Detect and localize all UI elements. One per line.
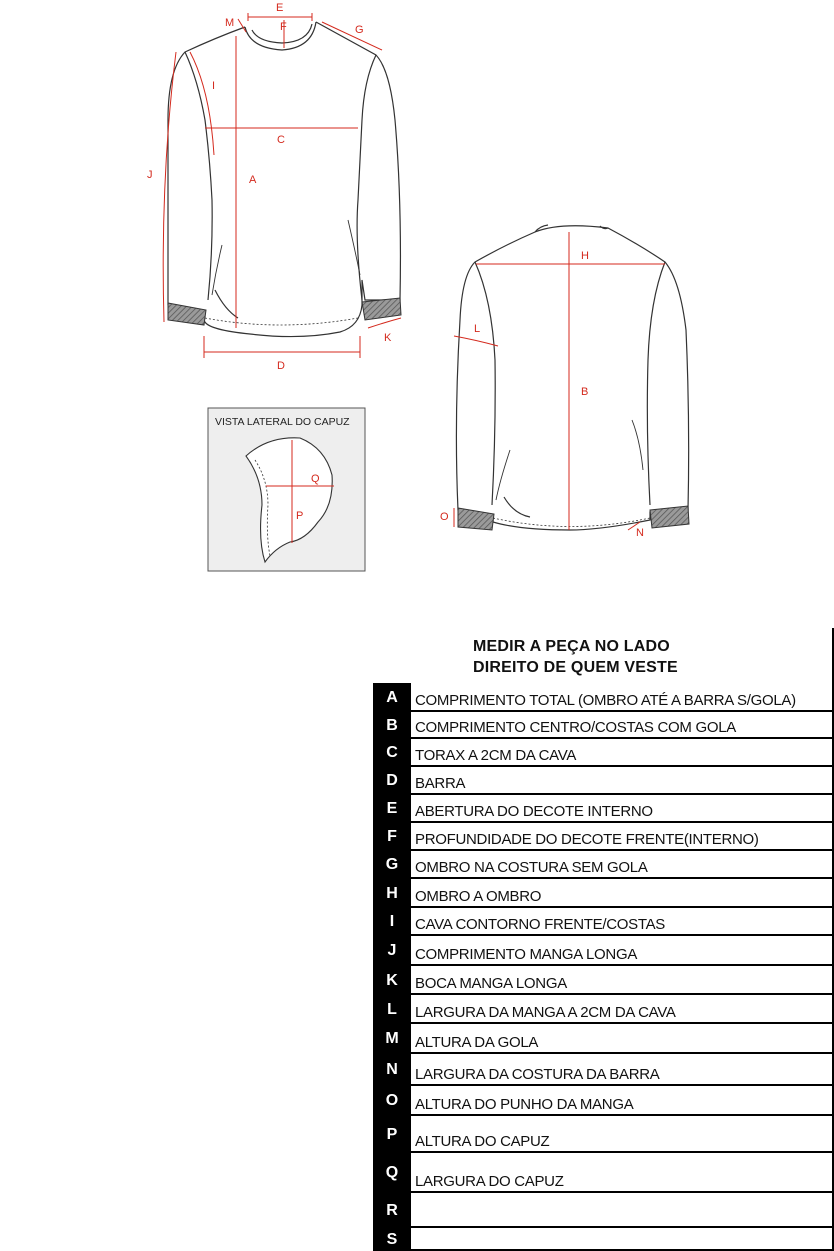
measurement-description-cell xyxy=(411,1054,834,1086)
measurement-description: ALTURA DO PUNHO DA MANGA xyxy=(415,1096,634,1113)
measurement-description: BOCA MANGA LONGA xyxy=(415,975,567,992)
svg-text:O: O xyxy=(440,511,449,523)
measurement-description-cell xyxy=(411,823,834,851)
measurement-description: OMBRO A OMBRO xyxy=(415,888,542,905)
measurement-description-cell xyxy=(411,1116,834,1153)
measurement-letter: J xyxy=(373,936,411,966)
measurement-description-cell xyxy=(411,879,834,908)
measurement-description-cell xyxy=(411,1086,834,1116)
back-right-cuff xyxy=(650,506,689,528)
svg-text:J: J xyxy=(147,169,153,181)
front-shirt-drawing xyxy=(168,22,400,337)
table-title xyxy=(473,636,678,678)
svg-text:Q: Q xyxy=(311,473,320,485)
table-title-line2: DIREITO DE QUEM VESTE xyxy=(473,659,678,676)
svg-text:I: I xyxy=(212,80,216,92)
table-row xyxy=(373,908,834,936)
back-measurement-letters xyxy=(440,250,644,539)
table-row xyxy=(373,1024,834,1054)
svg-text:M: M xyxy=(225,17,235,29)
svg-text:F: F xyxy=(280,21,287,33)
table-row xyxy=(373,1116,834,1153)
measurement-description-cell xyxy=(411,966,834,995)
measurement-description: ALTURA DO CAPUZ xyxy=(415,1133,550,1150)
measurement-description-cell xyxy=(411,739,834,767)
measurement-description-cell xyxy=(411,936,834,966)
svg-text:H: H xyxy=(581,250,589,262)
measurement-description-cell xyxy=(411,851,834,879)
measurement-letter: H xyxy=(373,879,411,908)
table-row xyxy=(373,823,834,851)
svg-text:VISTA LATERAL DO CAPUZ: VISTA LATERAL DO CAPUZ xyxy=(215,416,350,428)
measurement-description: ALTURA DA GOLA xyxy=(415,1034,539,1051)
measurement-letter: B xyxy=(373,712,411,739)
measurement-letter: C xyxy=(373,739,411,767)
svg-text:L: L xyxy=(474,323,481,335)
hood-side-view-panel xyxy=(208,408,365,571)
measurement-letter: A xyxy=(373,683,411,712)
svg-text:D: D xyxy=(277,360,285,372)
measurement-letter: F xyxy=(373,823,411,851)
measurement-description-cell xyxy=(411,712,834,739)
measurement-description-cell xyxy=(411,995,834,1024)
measurement-description: COMPRIMENTO MANGA LONGA xyxy=(415,946,638,963)
table-row xyxy=(373,879,834,908)
svg-text:B: B xyxy=(581,386,589,398)
measurement-letter: K xyxy=(373,966,411,995)
measurement-description: COMPRIMENTO CENTRO/COSTAS COM GOLA xyxy=(415,719,736,736)
svg-text:E: E xyxy=(276,2,284,14)
measurement-description: CAVA CONTORNO FRENTE/COSTAS xyxy=(415,916,665,933)
measurement-letter: L xyxy=(373,995,411,1024)
measurement-description: LARGURA DO CAPUZ xyxy=(415,1173,564,1190)
table-row xyxy=(373,795,834,823)
measurement-description: LARGURA DA COSTURA DA BARRA xyxy=(415,1066,660,1083)
table-row xyxy=(373,1193,834,1228)
measurement-description-cell xyxy=(411,1153,834,1193)
measurement-letter: E xyxy=(373,795,411,823)
measurement-letter: P xyxy=(373,1116,411,1153)
table-row xyxy=(373,739,834,767)
front-right-cuff xyxy=(362,298,401,320)
measurement-letter: I xyxy=(373,908,411,936)
table-row xyxy=(373,1086,834,1116)
table-row xyxy=(373,995,834,1024)
measurement-description: COMPRIMENTO TOTAL (OMBRO ATÉ A BARRA S/GOLA) xyxy=(415,692,796,709)
front-left-cuff xyxy=(168,303,206,325)
measurement-letter: G xyxy=(373,851,411,879)
measurement-description: OMBRO NA COSTURA SEM GOLA xyxy=(415,859,648,876)
measurement-letter: N xyxy=(373,1054,411,1086)
measurement-description: BARRA xyxy=(415,775,466,792)
table-row xyxy=(373,683,834,712)
measurement-letter: M xyxy=(373,1024,411,1054)
table-row xyxy=(373,1153,834,1193)
svg-text:G: G xyxy=(355,24,364,36)
measurement-letter: S xyxy=(373,1228,411,1251)
svg-text:C: C xyxy=(277,134,285,146)
table-row xyxy=(373,1228,834,1251)
measurement-description: LARGURA DA MANGA A 2CM DA CAVA xyxy=(415,1004,676,1021)
back-shirt-drawing xyxy=(456,225,688,530)
measurement-letter: R xyxy=(373,1193,411,1228)
measurement-description: TORAX A 2CM DA CAVA xyxy=(415,747,577,764)
table-row xyxy=(373,1054,834,1086)
measurement-letter: Q xyxy=(373,1153,411,1193)
table-row xyxy=(373,966,834,995)
measurement-letter: D xyxy=(373,767,411,795)
measurement-description-cell xyxy=(411,795,834,823)
back-measurement-lines xyxy=(454,232,665,530)
table-row xyxy=(373,767,834,795)
svg-text:N: N xyxy=(636,527,644,539)
table-title-line1: MEDIR A PEÇA NO LADO xyxy=(473,638,670,655)
measurement-description-cell xyxy=(411,1024,834,1054)
measurement-description-cell xyxy=(411,908,834,936)
svg-text:P: P xyxy=(296,510,304,522)
table-row xyxy=(373,936,834,966)
table-row xyxy=(373,712,834,739)
measurement-description-cell xyxy=(411,1228,834,1251)
measurement-description-cell xyxy=(411,767,834,795)
svg-text:K: K xyxy=(384,332,392,344)
measurement-description-cell xyxy=(411,1193,834,1228)
table-row xyxy=(373,851,834,879)
measurement-description-cell xyxy=(411,683,834,712)
back-left-cuff xyxy=(458,508,494,530)
measurement-description: PROFUNDIDADE DO DECOTE FRENTE(INTERNO) xyxy=(415,831,759,848)
measurement-letter: O xyxy=(373,1086,411,1116)
svg-text:A: A xyxy=(249,174,257,186)
measurement-description: ABERTURA DO DECOTE INTERNO xyxy=(415,803,653,820)
garment-measurement-diagram xyxy=(0,0,834,600)
